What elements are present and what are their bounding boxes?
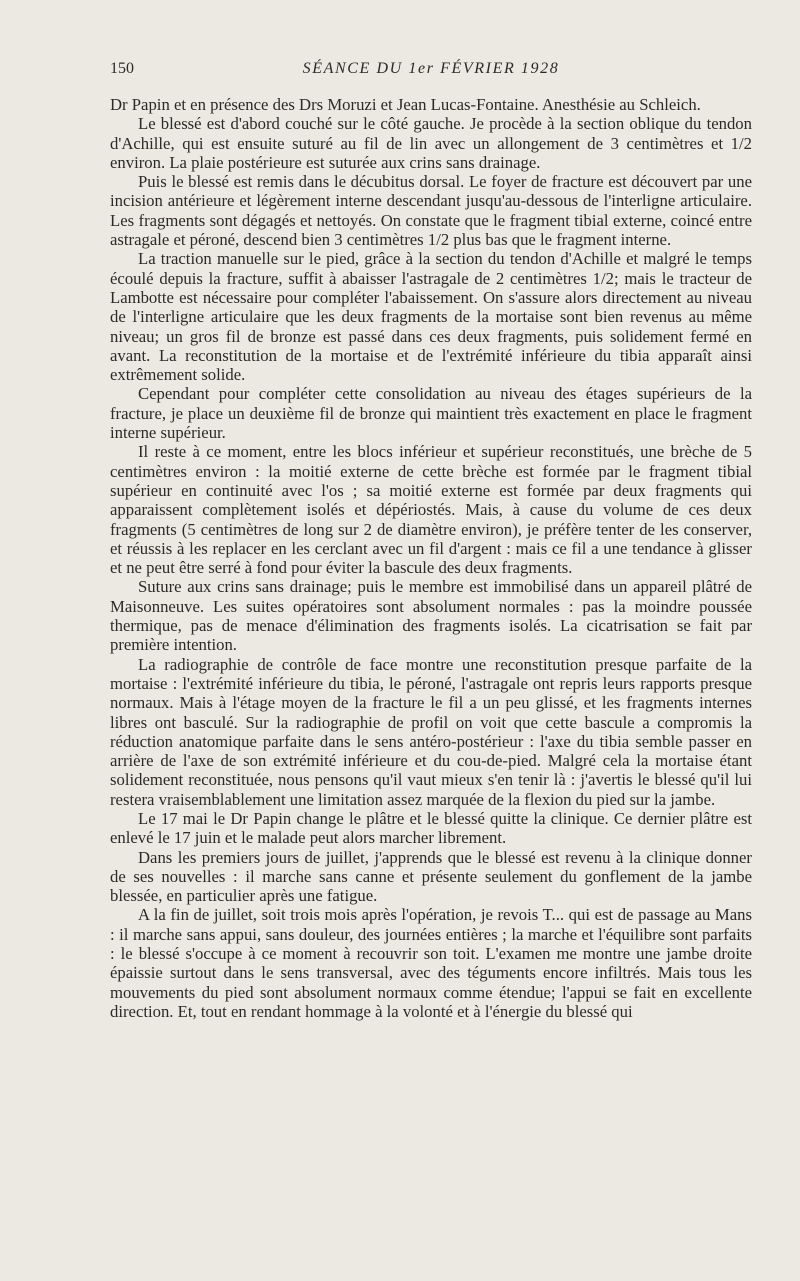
paragraph: Le blessé est d'abord couché sur le côté gauche. Je procède à la section oblique du tendon d'Achille, qui est ensuite suturé au fil de lin avec un allongement de 3 centimètres et 1/2 environ. La plaie postérieure est suturée aux crins sans drainage.	[110, 114, 752, 172]
paragraph: Suture aux crins sans drainage; puis le membre est immobilisé dans un appareil plâtré de Maisonneuve. Les suites opératoires sont absolument normales : pas la moindre poussée thermique, pas de menace d'élimination des fragments isolés. La cicatrisation se fait par première intention.	[110, 577, 752, 655]
paragraph: Puis le blessé est remis dans le décubitus dorsal. Le foyer de fracture est découvert par une incision antérieure et légèrement interne descendant jusqu'au-dessous de l'interligne articulaire. Les fragments sont dégagés et nettoyés. On constate que le fragment tibial externe, coincé entre astragale et péroné, descend bien 3 centimètres 1/2 plus bas que le fragment interne.	[110, 172, 752, 250]
paragraph: Dans les premiers jours de juillet, j'apprends que le blessé est revenu à la clinique donner de ses nouvelles : il marche sans canne et présente seulement du gonflement de la jambe blessée, en particulier après une fatigue.	[110, 847, 752, 906]
paragraph: La radiographie de contrôle de face montre une reconstitution presque parfaite de la mortaise : l'extrémité inférieure du tibia, le péroné, l'astragale ont repris leurs rapports presque normaux. Mais à l'étage moyen de la fracture le fil a un peu glissé, et les fragments internes libres ont basculé. Sur la radiographie de profil on voit que cette bascule a compromis la réduction anatomique parfaite dans le sens antéro-postérieur : l'axe du tibia semble passer en arrière de l'axe de son extrémité inférieure et du cou-de-pied. Malgré cela la mortaise étant solidement reconstituée, nous pensons qu'il vaut mieux s'en tenir là : j'avertis le blessé qu'il lui restera vraisemblablement une limitation assez marquée de la flexion du pied sur la jambe.	[110, 654, 752, 809]
paragraph: La traction manuelle sur le pied, grâce à la section du tendon d'Achille et malgré le temps écoulé depuis la fracture, suffit à abaisser l'astragale de 2 centimètres 1/2; mais le tracteur de Lambotte est nécessaire pour compléter l'abaissement. On s'assure alors directement au niveau de l'interligne articulaire que les deux fragments de la mortaise sont bien revenus au même niveau; un gros fil de bronze est passé dans ces deux fragments, puis solidement fermé en avant. La reconstitution de la mortaise et de l'extrémité inférieure du tibia apparaît ainsi extrêmement solide.	[110, 249, 752, 385]
paragraph: A la fin de juillet, soit trois mois après l'opération, je revois T... qui est de passage au Mans : il marche sans appui, sans douleur, des journées entières ; la marche et l'équilibre sont parfaits : le blessé s'occupe à ce moment à recouvrir son toit. L'examen me montre une jambe droite épaissie surtout dans le sens transversal, avec des téguments encore infiltrés. Mais tous les mouvements du pied sont absolument normaux comme étendue; l'appui se fait en excellente direction. Et, tout en rendant hommage à la volonté et à l'énergie du blessé qui	[110, 905, 752, 1021]
paragraph: Le 17 mai le Dr Papin change le plâtre et le blessé quitte la clinique. Ce dernier plâtre est enlevé le 17 juin et le malade peut alors marcher librement.	[110, 808, 752, 848]
page-number: 150	[110, 60, 134, 77]
header-title: SÉANCE DU 1er FÉVRIER 1928	[302, 60, 560, 77]
paragraph: Cependant pour compléter cette consolidation au niveau des étages supérieurs de la fracture, je place un deuxième fil de bronze qui maintient très exactement en place le fragment interne supérieur.	[110, 384, 752, 443]
paragraph: Il reste à ce moment, entre les blocs inférieur et supérieur reconstitués, une brèche de 5 centimètres environ : la moitié externe de cette brèche est formée par le fragment tibial supérieur en continuité avec l'os ; sa moitié externe est formée par deux fragments qui apparaissent complètement isolés et dépériostés. Mais, à cause du volume de ces deux fragments (5 centimètres de long sur 2 de diamètre environ), je préfère tenter de les conserver, et réussis à les replacer en les cerclant avec un fil d'argent : mais ce fil a une tendance à glisser et ne peut être serré à fond pour éviter la bascule des deux fragments.	[110, 442, 752, 578]
running-header	[110, 57, 752, 81]
paragraph: Dr Papin et en présence des Drs Moruzi et Jean Lucas-Fontaine. Anesthésie au Schleich.	[110, 95, 701, 114]
body-text	[110, 95, 752, 1021]
